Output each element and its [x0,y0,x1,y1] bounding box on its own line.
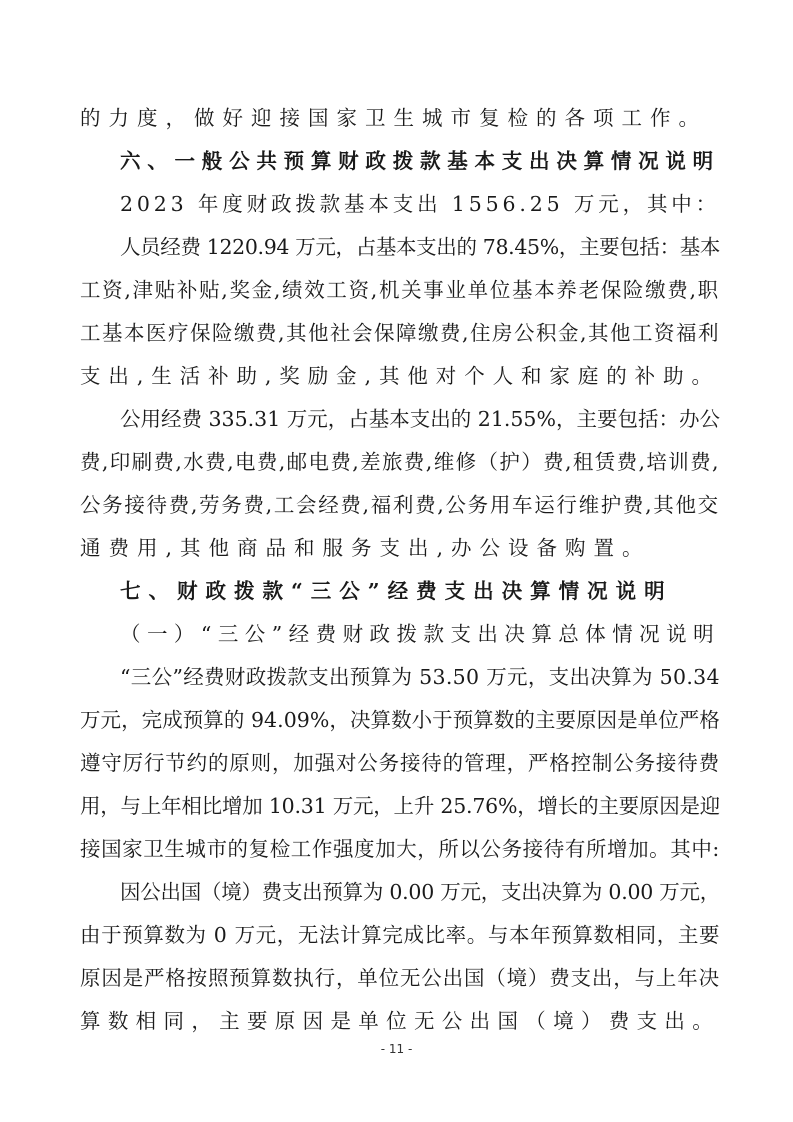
page-number: - 11 - [380,1042,413,1056]
paragraph-line: 公用经费 335.31 万元，占基本支出的 21.55%，主要包括：办公 [120,407,720,431]
section-heading-7: 七、财政拨款“三公”经费支出决算情况说明 [120,579,673,603]
subsection-heading: （一）“三公”经费财政拨款支出决算总体情况说明 [120,622,721,646]
paragraph-line: 算数相同，主要原因是单位无公出国（境）费支出。 [80,1009,721,1033]
paragraph-line: 万元，完成预算的 94.09%，决算数小于预算数的主要原因是单位严格 [80,708,720,732]
paragraph-line: “三公”经费财政拨款支出预算为 53.50 万元，支出决算为 50.34 [120,665,720,689]
paragraph-line: 2023 年度财政拨款基本支出 1556.25 万元，其中： [120,192,720,216]
paragraph-line: 人员经费 1220.94 万元，占基本支出的 78.45%，主要包括：基本 [120,235,721,259]
paragraph-line: 接国家卫生城市的复检工作强度加大，所以公务接待有所增加。其中: [80,837,720,861]
paragraph-line: 因公出国（境）费支出预算为 0.00 万元，支出决算为 0.00 万元， [120,880,720,904]
paragraph-line: 的力度，做好迎接国家卫生城市复检的各项工作。 [80,106,707,130]
paragraph-line: 原因是严格按照预算数执行，单位无公出国（境）费支出，与上年决 [80,966,720,990]
paragraph-line: 遵守厉行节约的原则，加强对公务接待的管理，严格控制公务接待费 [80,751,720,775]
paragraph-line: 工基本医疗保险缴费,其他社会保障缴费,住房公积金,其他工资福利 [80,321,721,345]
section-heading-6: 六、一般公共预算财政拨款基本支出决算情况说明 [120,149,720,173]
paragraph-line: 支出,生活补助,奖励金,其他对个人和家庭的补助。 [80,364,720,388]
paragraph-line: 费,印刷费,水费,电费,邮电费,差旅费,维修（护）费,租赁费,培训费, [80,450,720,474]
paragraph-line: 公务接待费,劳务费,工会经费,福利费,公务用车运行维护费,其他交 [80,493,720,517]
paragraph-line: 工资,津贴补贴,奖金,绩效工资,机关事业单位基本养老保险缴费,职 [80,278,720,302]
paragraph-line: 用，与上年相比增加 10.31 万元，上升 25.76%，增长的主要原因是迎 [80,794,721,818]
paragraph-line: 由于预算数为 0 万元，无法计算完成比率。与本年预算数相同，主要 [80,923,721,947]
paragraph-line: 通费用,其他商品和服务支出,办公设备购置。 [80,536,651,560]
